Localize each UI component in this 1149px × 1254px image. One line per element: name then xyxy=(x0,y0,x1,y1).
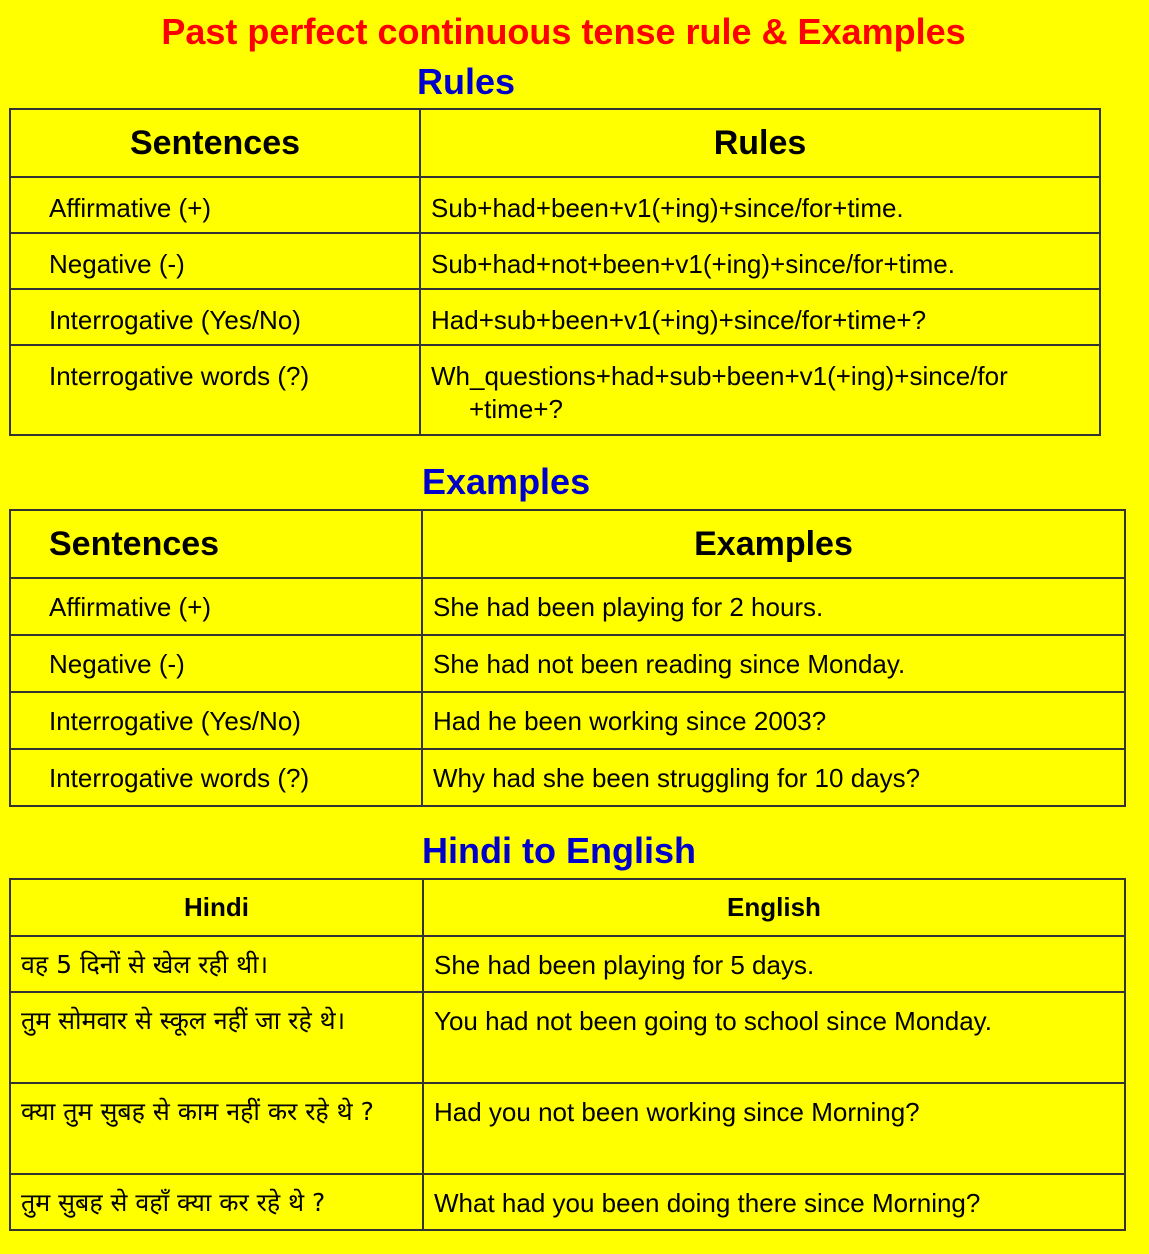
example-text: Had he been working since 2003? xyxy=(433,706,827,736)
table-row xyxy=(10,635,1125,692)
table-row xyxy=(10,578,1125,635)
english-cell xyxy=(423,1174,1125,1230)
examples-header-examples: Examples xyxy=(422,510,1125,578)
rule-formula: Sub+had+not+been+v1(+ing)+since/for+time. xyxy=(431,249,955,279)
table-row xyxy=(10,1174,1125,1230)
rules-header-sentences: Sentences xyxy=(10,109,420,177)
table-row xyxy=(10,289,1100,345)
sentence-cell xyxy=(10,749,422,806)
hindi-text: वह 5 दिनों से खेल रही थी। xyxy=(21,950,269,979)
rule-formula: Wh_questions+had+sub+been+v1(+ing)+since/for +time+? xyxy=(431,361,1008,424)
examples-header-sentences: Sentences xyxy=(10,510,422,578)
sentence-cell xyxy=(10,692,422,749)
hindi-text: तुम सुबह से वहाँ क्या कर रहे थे ? xyxy=(21,1188,326,1217)
hindi-cell xyxy=(10,992,423,1083)
english-text: Had you not been working since Morning? xyxy=(434,1097,920,1127)
english-text: What had you been doing there since Morning? xyxy=(434,1188,981,1218)
sentence-type: Interrogative words (?) xyxy=(49,763,310,793)
hindi-header-english: English xyxy=(423,879,1125,936)
rule-cell xyxy=(420,345,1100,435)
hindi-cell xyxy=(10,936,423,992)
table-row xyxy=(10,749,1125,806)
example-text: Why had she been struggling for 10 days? xyxy=(433,763,921,793)
hindi-header-row xyxy=(10,879,1125,936)
example-text: She had not been reading since Monday. xyxy=(433,649,906,679)
hindi-heading: Hindi to English xyxy=(422,830,696,871)
rule-cell xyxy=(420,177,1100,233)
rules-heading: Rules xyxy=(417,61,516,102)
rule-formula: Had+sub+been+v1(+ing)+since/for+time+? xyxy=(431,305,927,335)
sentence-type: Affirmative (+) xyxy=(49,193,212,223)
examples-table xyxy=(9,509,1126,807)
hindi-text: क्या तुम सुबह से काम नहीं कर रहे थे ? xyxy=(21,1097,374,1126)
rule-formula: Sub+had+been+v1(+ing)+since/for+time. xyxy=(431,193,904,223)
example-text: She had been playing for 2 hours. xyxy=(433,592,824,622)
sentence-type: Interrogative words (?) xyxy=(49,361,310,391)
example-cell xyxy=(422,749,1125,806)
hindi-cell xyxy=(10,1174,423,1230)
hindi-table xyxy=(9,878,1126,1231)
hindi-cell xyxy=(10,1083,423,1174)
hindi-text: तुम सोमवार से स्कूल नहीं जा रहे थे। xyxy=(21,1006,346,1035)
example-cell xyxy=(422,578,1125,635)
sentence-type: Negative (-) xyxy=(49,649,185,679)
english-cell xyxy=(423,1083,1125,1174)
table-row xyxy=(10,992,1125,1083)
english-cell xyxy=(423,936,1125,992)
sentence-type: Negative (-) xyxy=(49,249,185,279)
table-row xyxy=(10,936,1125,992)
table-row xyxy=(10,692,1125,749)
english-text: She had been playing for 5 days. xyxy=(434,950,815,980)
sentence-cell xyxy=(10,177,420,233)
examples-heading: Examples xyxy=(422,461,591,502)
english-text: You had not been going to school since Monday. xyxy=(434,1006,992,1036)
examples-header-row xyxy=(10,510,1125,578)
table-row xyxy=(10,1083,1125,1174)
example-cell xyxy=(422,635,1125,692)
table-row xyxy=(10,233,1100,289)
rules-header-rules: Rules xyxy=(420,109,1100,177)
sentence-type: Affirmative (+) xyxy=(49,592,212,622)
hindi-header-hindi: Hindi xyxy=(10,879,423,936)
sentence-type: Interrogative (Yes/No) xyxy=(49,305,301,335)
sentence-cell xyxy=(10,289,420,345)
sentence-cell xyxy=(10,635,422,692)
english-cell xyxy=(423,992,1125,1083)
page-title: Past perfect continuous tense rule & Examples xyxy=(161,11,966,52)
sentence-cell xyxy=(10,578,422,635)
rule-cell xyxy=(420,233,1100,289)
rules-header-row xyxy=(10,109,1100,177)
sentence-cell xyxy=(10,233,420,289)
rule-cell xyxy=(420,289,1100,345)
example-cell xyxy=(422,692,1125,749)
table-row xyxy=(10,177,1100,233)
rules-table xyxy=(9,108,1101,436)
sentence-cell xyxy=(10,345,420,435)
sentence-type: Interrogative (Yes/No) xyxy=(49,706,301,736)
table-row xyxy=(10,345,1100,435)
